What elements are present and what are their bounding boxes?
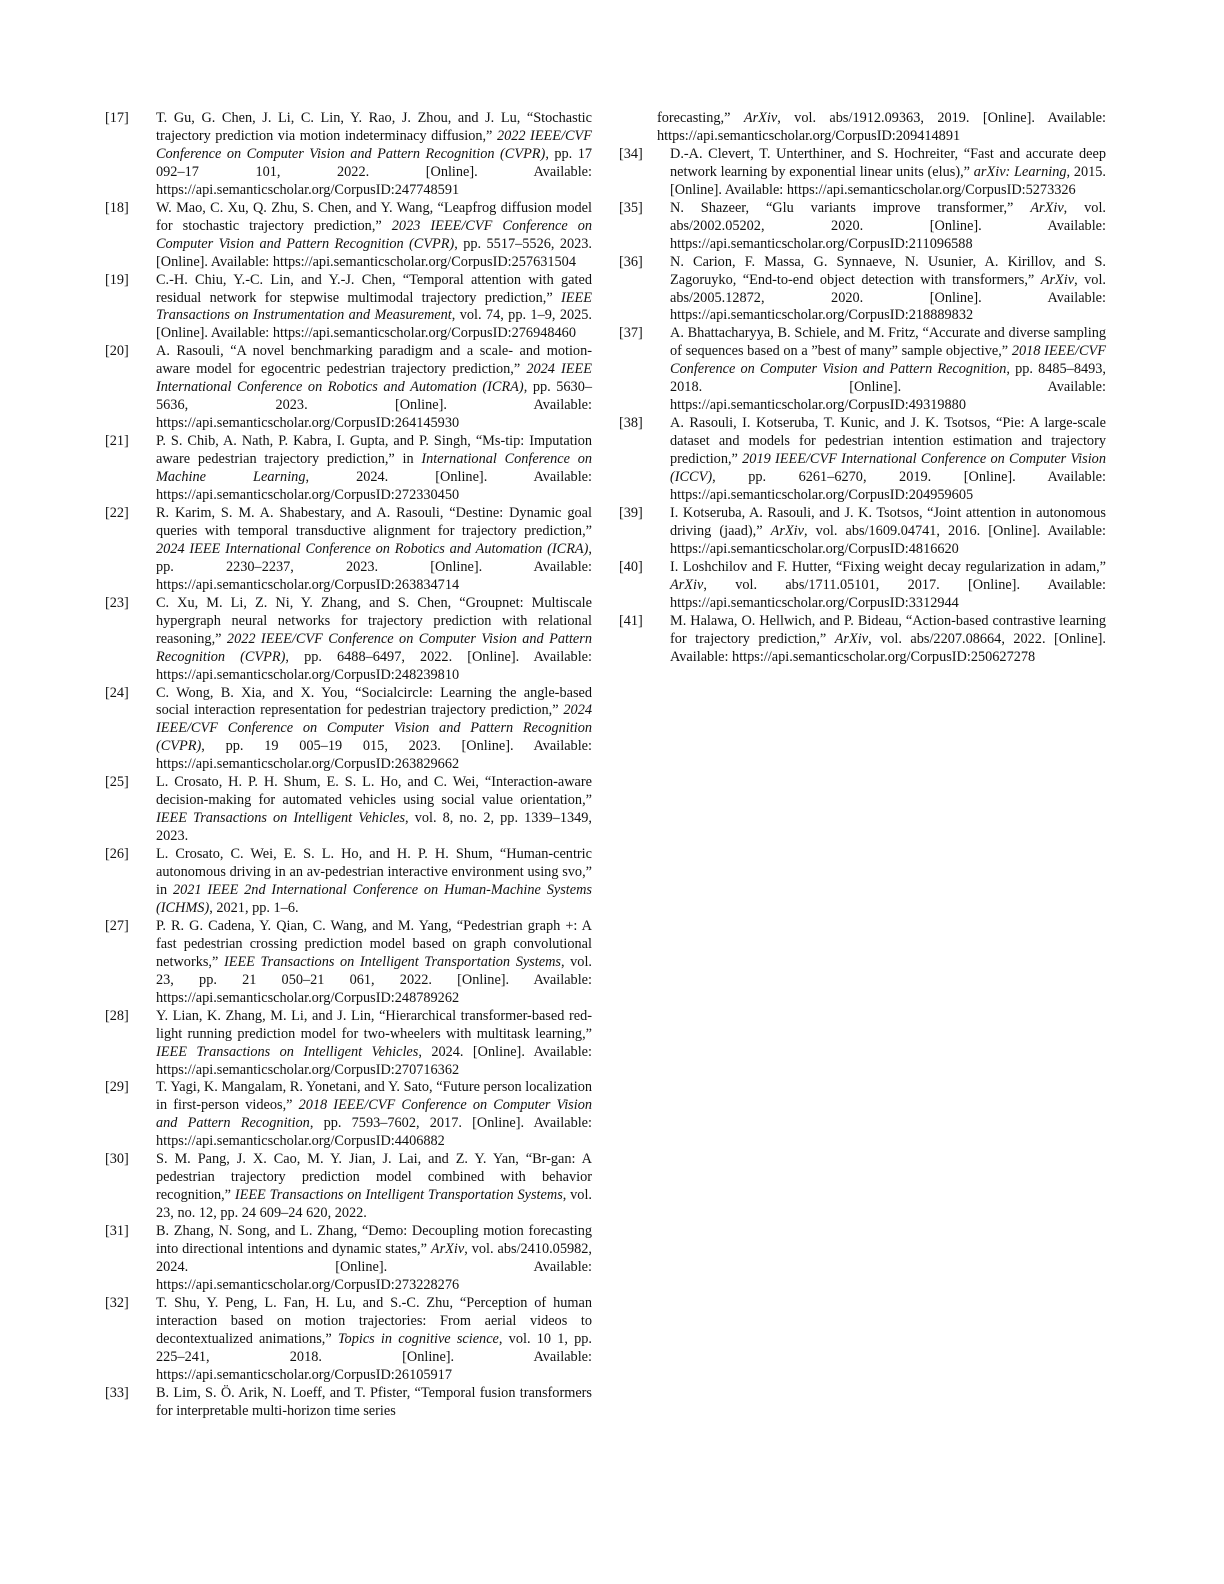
reference-details[interactable]: , vol. abs/1912.09363, 2019. [Online]. Available: https://api.semanticscholar.org/CorpusID:209414891 [657, 110, 1106, 144]
reference-entry [105, 846, 592, 918]
reference-details[interactable]: , vol. 23, pp. 21 050–21 061, 2022. [Online]. Available: https://api.semanticscholar.org/CorpusID:248789262 [156, 953, 592, 1006]
reference-authors-title: B. Zhang, N. Song, and L. Zhang, “Demo: Decoupling motion forecasting into directional intentions and dynamic states,” [156, 1223, 592, 1258]
reference-number: [31] [105, 1223, 129, 1240]
reference-entry [619, 415, 1106, 505]
reference-number: [18] [105, 199, 129, 216]
reference-number: [22] [105, 504, 129, 521]
reference-entry [105, 1385, 592, 1421]
reference-details: , vol. 23, no. 12, pp. 24 609–24 620, 2022. [156, 1187, 592, 1222]
reference-entry [105, 918, 592, 1008]
reference-authors-title: P. R. G. Cadena, Y. Qian, C. Wang, and M. Yang, “Pedestrian graph +: A fast pedestrian crossing prediction model based on graph convolutional networks,” [156, 917, 592, 970]
reference-number: [39] [619, 504, 643, 521]
reference-venue: Topics in cognitive science [337, 1330, 499, 1347]
reference-number: [24] [105, 684, 129, 701]
references-right-column [619, 110, 1106, 667]
reference-entry [619, 505, 1106, 559]
reference-entry [105, 595, 592, 685]
reference-venue: 2023 IEEE/CVF Conference on Computer Vision and Pattern Recognition (CVPR) [156, 217, 593, 252]
reference-authors-title: Y. Lian, K. Zhang, M. Li, and J. Lin, “Hierarchical transformer-based red-light running prediction model for two-wheelers with multitask learning,” [156, 1007, 592, 1042]
reference-venue: ArXiv [834, 630, 869, 647]
reference-venue: IEEE Transactions on Intelligent Transportation Systems [234, 1187, 563, 1204]
reference-authors-title: C.-H. Chiu, Y.-C. Lin, and Y.-J. Chen, “Temporal attention with gated residual network for stepwise multimodal trajectory prediction,” [156, 271, 592, 306]
reference-number: [37] [619, 325, 643, 342]
reference-venue: IEEE Transactions on Intelligent Vehicles [156, 810, 406, 827]
reference-venue: ArXiv [670, 576, 704, 593]
reference-number: [29] [105, 1079, 129, 1096]
reference-number: [33] [105, 1384, 129, 1401]
reference-details[interactable]: , pp. 8485–8493, 2018. [Online]. Available: https://api.semanticscholar.org/CorpusID:49319880 [670, 361, 1106, 414]
reference-entry [619, 613, 1106, 667]
reference-number: [35] [619, 199, 643, 216]
reference-details[interactable]: , vol. abs/2002.05202, 2020. [Online]. Available: https://api.semanticscholar.org/CorpusID:211096588 [670, 199, 1106, 252]
reference-number: [34] [619, 145, 643, 162]
reference-entry [105, 343, 592, 433]
reference-authors-title: T. Shu, Y. Peng, L. Fan, H. Lu, and S.-C. Zhu, “Perception of human interaction based on motion trajectories: From aerial videos to decontextualized animations,” [156, 1294, 592, 1347]
reference-authors-title: D.-A. Clevert, T. Unterthiner, and S. Hochreiter, “Fast and accurate deep network learning by exponential linear units (elus),” [670, 145, 1106, 180]
reference-number: [21] [105, 433, 129, 450]
reference-entry [105, 272, 592, 344]
reference-authors-title: W. Mao, C. Xu, Q. Zhu, S. Chen, and Y. Wang, “Leapfrog diffusion model for stochastic trajectory prediction,” [156, 199, 592, 234]
reference-number: [20] [105, 343, 129, 360]
reference-number: [19] [105, 271, 129, 288]
reference-authors-title: A. Rasouli, “A novel benchmarking paradigm and a scale- and motion-aware model for egocentric pedestrian trajectory prediction,” [156, 343, 592, 378]
reference-details[interactable]: , pp. 5517–5526, 2023. [Online]. Available: https://api.semanticscholar.org/CorpusID:257631504 [156, 235, 592, 270]
reference-authors-title: A. Bhattacharyya, B. Schiele, and M. Fritz, “Accurate and diverse sampling of sequences based on a ”best of many” sample objective,” [670, 325, 1106, 360]
reference-details[interactable]: , 2015. [Online]. Available: https://api.semanticscholar.org/CorpusID:5273326 [670, 163, 1106, 198]
reference-entry [105, 1079, 592, 1151]
reference-authors-title: B. Lim, S. Ö. Arik, N. Loeff, and T. Pfister, “Temporal fusion transformers for interpretable multi-horizon time series [156, 1384, 592, 1419]
reference-number: [26] [105, 846, 129, 863]
reference-entry [619, 200, 1106, 254]
reference-details[interactable]: , vol. abs/2207.08664, 2022. [Online]. Available: https://api.semanticscholar.org/CorpusID:250627278 [670, 630, 1106, 665]
reference-venue: ArXiv [1040, 271, 1075, 288]
reference-details[interactable]: , pp. 19 005–19 015, 2023. [Online]. Available: https://api.semanticscholar.org/CorpusID:263829662 [156, 738, 592, 773]
reference-authors-title: N. Carion, F. Massa, G. Synnaeve, N. Usunier, A. Kirillov, and S. Zagoruyko, “End-to-end object detection with transformers,” [670, 253, 1106, 288]
reference-authors-title: T. Gu, G. Chen, J. Li, C. Lin, Y. Rao, J. Zhou, and J. Lu, “Stochastic trajectory prediction via motion indeterminacy diffusion,” [156, 110, 592, 144]
reference-venue: ArXiv [770, 522, 804, 539]
reference-entry [105, 774, 592, 846]
reference-number: [28] [105, 1007, 129, 1024]
reference-details[interactable]: , pp. 5630–5636, 2023. [Online]. Available: https://api.semanticscholar.org/CorpusID:264145930 [156, 379, 592, 432]
reference-entry [619, 146, 1106, 200]
reference-details[interactable]: , 2024. [Online]. Available: https://api.semanticscholar.org/CorpusID:272330450 [156, 469, 592, 504]
reference-venue: ArXiv [430, 1241, 465, 1258]
reference-entry [619, 254, 1106, 326]
reference-entry [105, 433, 592, 505]
reference-number: [38] [619, 415, 643, 432]
reference-venue: 2024 IEEE International Conference on Robotics and Automation (ICRA) [156, 361, 592, 396]
reference-entry [619, 325, 1106, 415]
reference-number: [32] [105, 1294, 129, 1311]
reference-venue: 2018 IEEE/CVF Conference on Computer Vision and Pattern Recognition [156, 1097, 593, 1132]
reference-entry [105, 1008, 592, 1080]
reference-venue: 2018 IEEE/CVF Conference on Computer Vision and Pattern Recognition [670, 343, 1106, 378]
reference-details[interactable]: , pp. 6488–6497, 2022. [Online]. Available: https://api.semanticscholar.org/CorpusID:248239810 [156, 648, 592, 683]
reference-venue: IEEE Transactions on Intelligent Vehicles [156, 1043, 419, 1060]
reference-authors-title: P. S. Chib, A. Nath, P. Kabra, I. Gupta, and P. Singh, “Ms-tip: Imputation aware pedestrian trajectory prediction,” in [156, 433, 592, 468]
reference-details[interactable]: , pp. 2230–2237, 2023. [Online]. Available: https://api.semanticscholar.org/CorpusID:263834714 [156, 540, 592, 593]
reference-details[interactable]: , vol. abs/2410.05982, 2024. [Online]. Available: https://api.semanticscholar.org/CorpusID:273228276 [156, 1241, 592, 1293]
reference-venue: 2022 IEEE/CVF Conference on Computer Vision and Pattern Recognition (CVPR) [156, 127, 592, 162]
reference-number: [30] [105, 1151, 129, 1168]
reference-entry [105, 200, 592, 272]
reference-venue: arXiv: Learning [973, 163, 1067, 180]
reference-details[interactable]: , 2024. [Online]. Available: https://api.semanticscholar.org/CorpusID:270716362 [156, 1043, 592, 1078]
reference-authors-title: C. Xu, M. Li, Z. Ni, Y. Zhang, and S. Chen, “Groupnet: Multiscale hypergraph neural networks for trajectory prediction with relational reasoning,” [156, 594, 592, 647]
reference-details[interactable]: , pp. 6261–6270, 2019. [Online]. Available: https://api.semanticscholar.org/CorpusID:204959605 [670, 469, 1106, 504]
reference-details[interactable]: , pp. 17 092–17 101, 2022. [Online]. Available: https://api.semanticscholar.org/CorpusID:247748591 [156, 145, 592, 198]
reference-venue: ArXiv [743, 110, 778, 126]
reference-venue: IEEE Transactions on Instrumentation and Measurement [156, 289, 592, 324]
reference-authors-title: L. Crosato, C. Wei, E. S. L. Ho, and H. P. H. Shum, “Human-centric autonomous driving in an av-pedestrian interactive environment using svo,” in [156, 846, 592, 898]
reference-venue: ArXiv [1030, 199, 1064, 216]
references-left-column [105, 110, 592, 1421]
reference-details[interactable]: , vol. 10 1, pp. 225–241, 2018. [Online]. Available: https://api.semanticscholar.org/CorpusID:26105917 [156, 1330, 592, 1383]
reference-number: [25] [105, 774, 129, 791]
reference-authors-title: T. Yagi, K. Mangalam, R. Yonetani, and Y. Sato, “Future person localization in first-person videos,” [156, 1079, 592, 1114]
reference-entry [105, 685, 592, 775]
reference-authors-title: C. Wong, B. Xia, and X. You, “Socialcircle: Learning the angle-based social interaction representation for pedestrian trajectory prediction,” [156, 684, 592, 719]
reference-details: , 2021, pp. 1–6. [209, 899, 299, 916]
reference-authors-title: I. Kotseruba, A. Rasouli, and J. K. Tsotsos, “Joint attention in autonomous driving (jaad),” [670, 504, 1106, 539]
reference-details[interactable]: , pp. 7593–7602, 2017. [Online]. Available: https://api.semanticscholar.org/CorpusID:4406882 [156, 1115, 593, 1150]
reference-entry [619, 559, 1106, 613]
reference-entry [105, 1295, 592, 1385]
reference-number: [40] [619, 558, 643, 575]
reference-authors-title: M. Halawa, O. Hellwich, and P. Bideau, “Action-based contrastive learning for trajectory prediction,” [670, 612, 1106, 647]
reference-details[interactable]: , vol. abs/2005.12872, 2020. [Online]. Available: https://api.semanticscholar.org/CorpusID:218889832 [670, 271, 1106, 324]
reference-venue: International Conference on Machine Learning [156, 451, 592, 486]
reference-number: [27] [105, 917, 129, 934]
reference-authors-title: A. Rasouli, I. Kotseruba, T. Kunic, and J. K. Tsotsos, “Pie: A large-scale dataset and models for pedestrian intention estimation and trajectory prediction,” [670, 415, 1106, 468]
reference-authors-title: N. Shazeer, “Glu variants improve transformer,” [670, 199, 1031, 216]
reference-venue: 2019 IEEE/CVF International Conference on Computer Vision (ICCV) [670, 451, 1106, 486]
reference-continuation [619, 110, 1106, 146]
reference-details: , vol. 8, no. 2, pp. 1339–1349, 2023. [156, 810, 592, 845]
reference-entry [105, 1151, 592, 1223]
reference-entry [105, 1223, 592, 1295]
reference-number: [23] [105, 594, 129, 611]
reference-number: [36] [619, 253, 643, 270]
reference-venue: IEEE Transactions on Intelligent Transportation Systems [223, 953, 561, 970]
reference-entry [105, 110, 592, 200]
reference-authors-title: S. M. Pang, J. X. Cao, M. Y. Jian, J. Lai, and Z. Y. Yan, “Br-gan: A pedestrian trajectory prediction model combined with behavior recognition,” [156, 1151, 592, 1204]
reference-authors-title: R. Karim, S. M. A. Shabestary, and A. Rasouli, “Destine: Dynamic goal queries with temporal transductive alignment for trajectory prediction,” [156, 504, 592, 539]
reference-venue: 2024 IEEE/CVF Conference on Computer Vision and Pattern Recognition (CVPR) [156, 702, 592, 755]
reference-venue: 2022 IEEE/CVF Conference on Computer Vision and Pattern Recognition (CVPR) [156, 630, 592, 665]
reference-venue: 2024 IEEE International Conference on Robotics and Automation (ICRA) [156, 540, 589, 557]
reference-entry [105, 505, 592, 595]
reference-authors-title: L. Crosato, H. P. H. Shum, E. S. L. Ho, and C. Wei, “Interaction-aware decision-making for automated vehicles using social value orientation,” [156, 774, 592, 809]
reference-authors-title: I. Loshchilov and F. Hutter, “Fixing weight decay regularization in adam,” [670, 558, 1106, 575]
reference-number: [17] [105, 110, 129, 126]
reference-details[interactable]: , vol. abs/1609.04741, 2016. [Online]. Available: https://api.semanticscholar.org/CorpusID:4816620 [670, 522, 1106, 557]
reference-details[interactable]: , vol. 74, pp. 1–9, 2025. [Online]. Available: https://api.semanticscholar.org/CorpusID:276948460 [156, 307, 592, 342]
reference-authors-title: forecasting,” [657, 110, 744, 126]
reference-number: [41] [619, 612, 643, 629]
reference-venue: 2021 IEEE 2nd International Conference on Human-Machine Systems (ICHMS) [156, 881, 592, 916]
reference-details[interactable]: , vol. abs/1711.05101, 2017. [Online]. Available: https://api.semanticscholar.org/CorpusID:3312944 [670, 576, 1106, 611]
